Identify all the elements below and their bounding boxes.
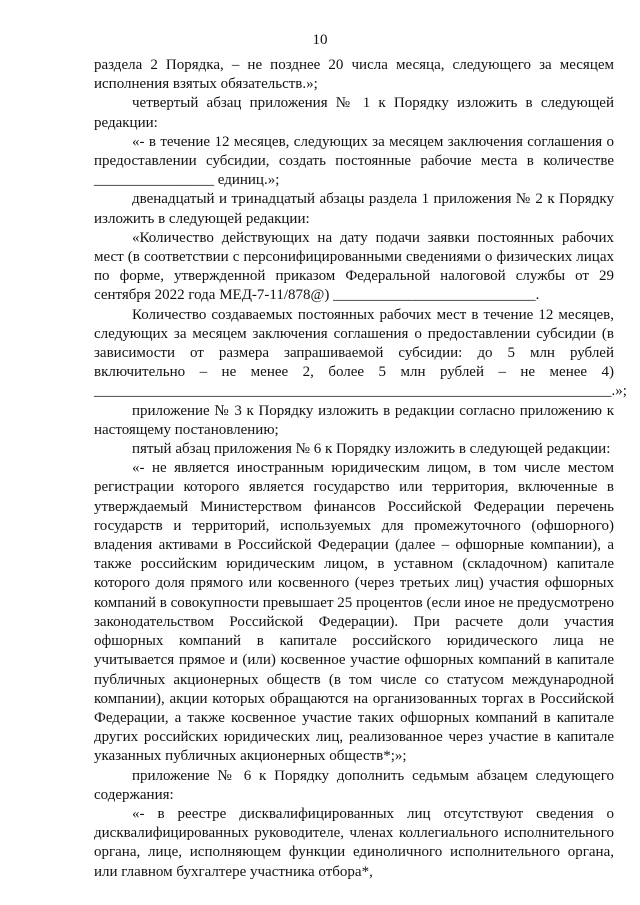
- paragraph: приложение № 3 к Порядку изложить в редакции согласно приложению к настоящему постановлению;: [94, 402, 614, 438]
- paragraph: приложение № 6 к Порядку дополнить седьмым абзацем следующего содержания:: [94, 767, 614, 803]
- paragraph: «- в течение 12 месяцев, следующих за месяцем заключения соглашения о предоставлении субсидии, создать постоянные рабочие места в количестве ________________ единиц.»;: [94, 133, 614, 189]
- paragraph: «- не является иностранным юридическим лицом, в том числе местом регистрации которого является государство или территория, включенные в утверждаемый Министерством финансов Российской Федерации перечень государств и территорий, используемых для промежуточного (офшорного) владения активами в Российской Федерации (далее – офшорные компании), а также российским юридическим лицом, в уставном (складочном) капитале которого доля прямого или косвенного (через третьих лиц) участия офшорных компаний в совокупности превышает 25 процентов (если иное не предусмотрено законодательством Российской Федерации). При расчете доли участия офшорных компаний в капитале российского юридического лица не учитывается прямое и (или) косвенное участие офшорных компаний в капитале публичных акционерных обществ (в том числе со статусом международной компании), акции которых обращаются на организованных торгах в Российской Федерации, а также косвенное участие таких офшорных компаний в капитале других российских юридических лиц, реализованное через участие в капитале указанных публичных акционерных обществ*;»;: [94, 460, 614, 765]
- page-number: 10: [312, 32, 328, 48]
- paragraph: раздела 2 Порядка, – не позднее 20 числа месяца, следующего за месяцем исполнения взятых обязательств.»;: [94, 57, 614, 93]
- paragraph: пятый абзац приложения № 6 к Порядку изложить в следующей редакции:: [132, 441, 611, 458]
- document-body: [94, 56, 627, 882]
- paragraph: Количество создаваемых постоянных рабочих мест в течение 12 месяцев, следующих за месяцем заключения соглашения о предоставлении субсидии (в зависимости от размера запрашиваемой субсидии: до 5 млн рублей включительно – не менее 2, более 5 млн рублей – не менее 4) _____________________________________________________________________.»;: [94, 306, 627, 400]
- paragraph: четвертый абзац приложения № 1 к Порядку изложить в следующей редакции:: [94, 95, 614, 131]
- paragraph: двенадцатый и тринадцатый абзацы раздела 1 приложения № 2 к Порядку изложить в следующей редакции:: [94, 191, 614, 227]
- paragraph: «- в реестре дисквалифицированных лиц отсутствуют сведения о дисквалифицированных руководителе, членах коллегиального исполнительного органа, лице, исполняющем функции единоличного исполнительного органа, или главном бухгалтере участника отбора*,: [94, 805, 614, 880]
- paragraph: «Количество действующих на дату подачи заявки постоянных рабочих мест (в соответствии с персонифицированными сведениями о физических лицах по форме, утвержденной приказом Федеральной налоговой службы от 29 сентября 2022 года МЕД-7-11/878@) ___________________________.: [94, 229, 614, 304]
